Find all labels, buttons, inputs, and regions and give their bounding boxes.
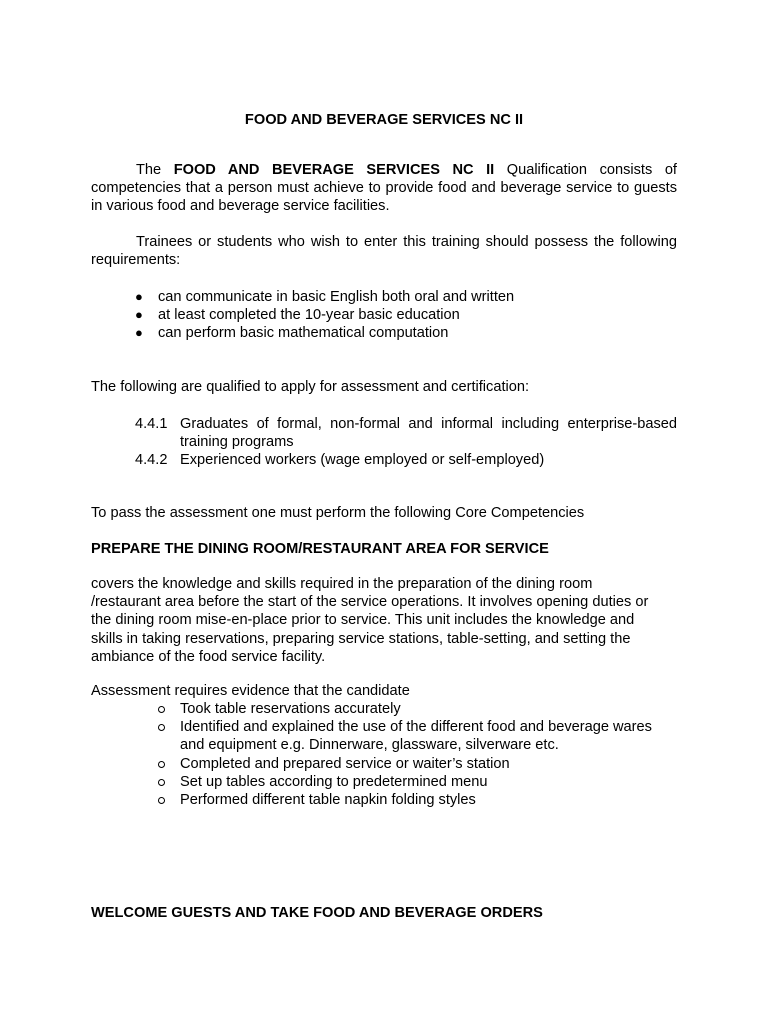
circle-bullet-icon bbox=[158, 761, 165, 768]
evidence-text: Identified and explained the use of the different food and beverage wares and equipment e.g. Dinnerware, glassware, silverware etc. bbox=[180, 719, 652, 754]
qualified-paragraph: The following are qualified to apply for assessment and certification: bbox=[91, 379, 530, 395]
evidence-text: Took table reservations accurately bbox=[180, 701, 401, 717]
list-item bbox=[158, 755, 678, 773]
requirement-text: at least completed the 10-year basic education bbox=[158, 307, 460, 324]
list-item bbox=[135, 324, 675, 342]
trainees-paragraph: Trainees or students who wish to enter this training should possess the following requirements: bbox=[91, 234, 677, 269]
list-item bbox=[158, 791, 678, 809]
section-heading-welcome-guests: WELCOME GUESTS AND TAKE FOOD AND BEVERAGE ORDERS bbox=[91, 905, 543, 921]
evidence-text: Set up tables according to predetermined menu bbox=[180, 773, 488, 790]
list-item bbox=[158, 700, 678, 718]
intro-rest: Qualification consists of competencies that a person must achieve to provide food and beverage service to guests in various food and beverage service facilities. bbox=[91, 162, 677, 215]
circle-bullet-icon bbox=[158, 797, 165, 804]
qualified-list bbox=[135, 415, 677, 470]
circle-bullet-icon bbox=[158, 706, 165, 713]
requirement-text: can perform basic mathematical computation bbox=[158, 325, 449, 342]
circle-bullet-icon bbox=[158, 724, 165, 731]
list-item bbox=[135, 306, 675, 324]
evidence-list bbox=[158, 700, 678, 809]
bullet-icon: ● bbox=[135, 289, 143, 304]
intro-paragraph bbox=[91, 161, 677, 216]
section-description: covers the knowledge and skills required in the preparation of the dining room /restaurant area before the start of the service operations. It involves opening duties or the dining room mise-en-place prior to service. This unit includes the knowledge and skills in taking reservations, preparing service stations, table-setting, and setting the ambiance of the food service facility. bbox=[91, 576, 649, 665]
pass-paragraph: To pass the assessment one must perform the following Core Competencies bbox=[91, 505, 585, 521]
item-number: 4.4.2 bbox=[135, 452, 168, 469]
bullet-icon: ● bbox=[135, 307, 143, 323]
document-title: FOOD AND BEVERAGE SERVICES NC II bbox=[244, 112, 524, 128]
list-item bbox=[158, 773, 678, 791]
evidence-text: Completed and prepared service or waiter’s station bbox=[180, 755, 510, 772]
list-item bbox=[135, 451, 677, 469]
intro-lead: The bbox=[136, 162, 162, 178]
evidence-text: Performed different table napkin folding styles bbox=[180, 792, 476, 809]
item-text: Experienced workers (wage employed or self-employed) bbox=[180, 452, 545, 469]
list-item bbox=[135, 288, 675, 306]
circle-bullet-icon bbox=[158, 779, 165, 786]
list-item bbox=[158, 718, 678, 754]
intro-qualification-name: FOOD AND BEVERAGE SERVICES NC II bbox=[173, 162, 495, 178]
item-number: 4.4.1 bbox=[135, 416, 168, 432]
requirements-list bbox=[135, 288, 675, 343]
item-text: Graduates of formal, non-formal and informal including enterprise-based training programs bbox=[180, 416, 677, 451]
bullet-icon: ● bbox=[135, 325, 143, 341]
evidence-intro: Assessment requires evidence that the candidate bbox=[91, 683, 410, 699]
list-item bbox=[135, 415, 677, 451]
requirement-text: can communicate in basic English both oral and written bbox=[158, 289, 515, 305]
section-heading-dining-room: PREPARE THE DINING ROOM/RESTAURANT AREA FOR SERVICE bbox=[91, 541, 549, 557]
